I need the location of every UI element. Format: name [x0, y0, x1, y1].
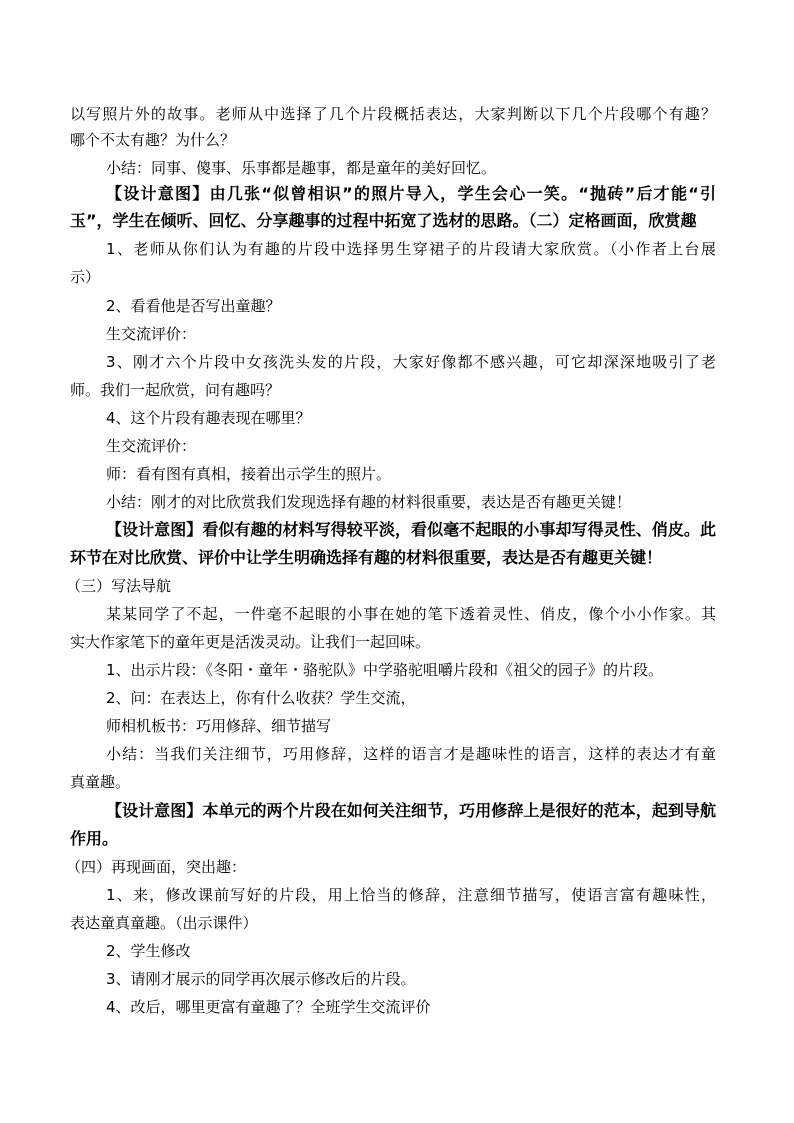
design-intent-line: 环节在对比欣赏、评价中让学生明确选择有趣的材料很重要，表达是否有趣更关键！ — [70, 548, 663, 567]
paragraph-line: 表达童真童趣。（出示课件） — [70, 914, 258, 932]
section-heading: （四）再现画面，突出趣： — [66, 858, 247, 876]
paragraph-line: 4、改后，哪里更富有童趣了？全班学生交流评价 — [106, 998, 431, 1016]
paragraph-line: 3、请刚才展示的同学再次展示修改后的片段。 — [106, 970, 416, 988]
paragraph-line: 2、看看他是否写出童趣？ — [106, 297, 281, 315]
design-intent-line: 【设计意图】由几张“似曾相识”的照片导入，学生会心一笑。“抛砖”后才能“引 — [106, 184, 716, 203]
section-heading: （三）写法导航 — [66, 577, 172, 595]
paragraph-line: 1、来，修改课前写好的片段，用上恰当的修辞，注意细节描写，使语言富有趣味性， — [106, 886, 716, 904]
design-intent-line: 【设计意图】本单元的两个片段在如何关注细节，巧用修辞上是很好的范本，起到导航 — [106, 801, 716, 820]
paragraph-line: 2、学生修改 — [106, 942, 191, 960]
design-intent-line: 【设计意图】看似有趣的材料写得较平淡，看似毫不起眼的小事却写得灵性、俏皮。此 — [106, 520, 716, 539]
paragraph-line: 生交流评价： — [106, 437, 197, 455]
paragraph-line: 以写照片外的故事。老师从中选择了几个片段概括表达，大家判断以下几个片段哪个有趣？ — [70, 105, 716, 123]
design-intent-line: 玉”，学生在倾听、回忆、分享趣事的过程中拓宽了选材的思路。（二）定格画面，欣赏趣 — [70, 211, 697, 230]
paragraph-line: 真童趣。 — [70, 773, 131, 791]
paragraph-line: 小结：同事、傻事、乐事都是趣事，都是童年的美好回忆。 — [106, 159, 497, 177]
paragraph-line: 示） — [70, 268, 101, 286]
paragraph-line: 4、这个片段有趣表现在哪里？ — [106, 409, 311, 427]
paragraph-line: 2、问：在表达上，你有什么收获？学生交流， — [106, 689, 416, 707]
paragraph-line: 小结：刚才的对比欣赏我们发现选择有趣的材料很重要，表达是否有趣更关键！ — [106, 493, 632, 511]
paragraph-line: 师：看有图有真相，接着出示学生的照片。 — [106, 465, 392, 483]
paragraph-line: 生交流评价： — [106, 325, 197, 343]
paragraph-line: 3、刚才六个片段中女孩洗头发的片段，大家好像都不感兴趣，可它却深深地吸引了老 — [106, 353, 716, 371]
paragraph-line: 哪个不太有趣？为什么？ — [70, 131, 236, 149]
paragraph-line: 师。我们一起欣赏，问有趣吗？ — [70, 381, 281, 399]
paragraph-line: 1、老师从你们认为有趣的片段中选择男生穿裙子的片段请大家欣赏。（小作者上台展 — [106, 240, 716, 258]
paragraph-line: 小结：当我们关注细节，巧用修辞，这样的语言才是趣味性的语言，这样的表达才有童 — [106, 745, 716, 763]
design-intent-line: 作用。 — [70, 829, 119, 848]
paragraph-line: 1、出示片段：《冬阳・童年・骆驼队》中学骆驼咀嚼片段和《祖父的园子》的片段。 — [106, 661, 664, 679]
paragraph-line: 实大作家笔下的童年更是活泼灵动。让我们一起回味。 — [70, 633, 431, 651]
paragraph-line: 某某同学了不起，一件毫不起眼的小事在她的笔下透着灵性、俏皮，像个小小作家。其 — [106, 605, 716, 623]
paragraph-line: 师相机板书：巧用修辞、细节描写 — [106, 717, 332, 735]
